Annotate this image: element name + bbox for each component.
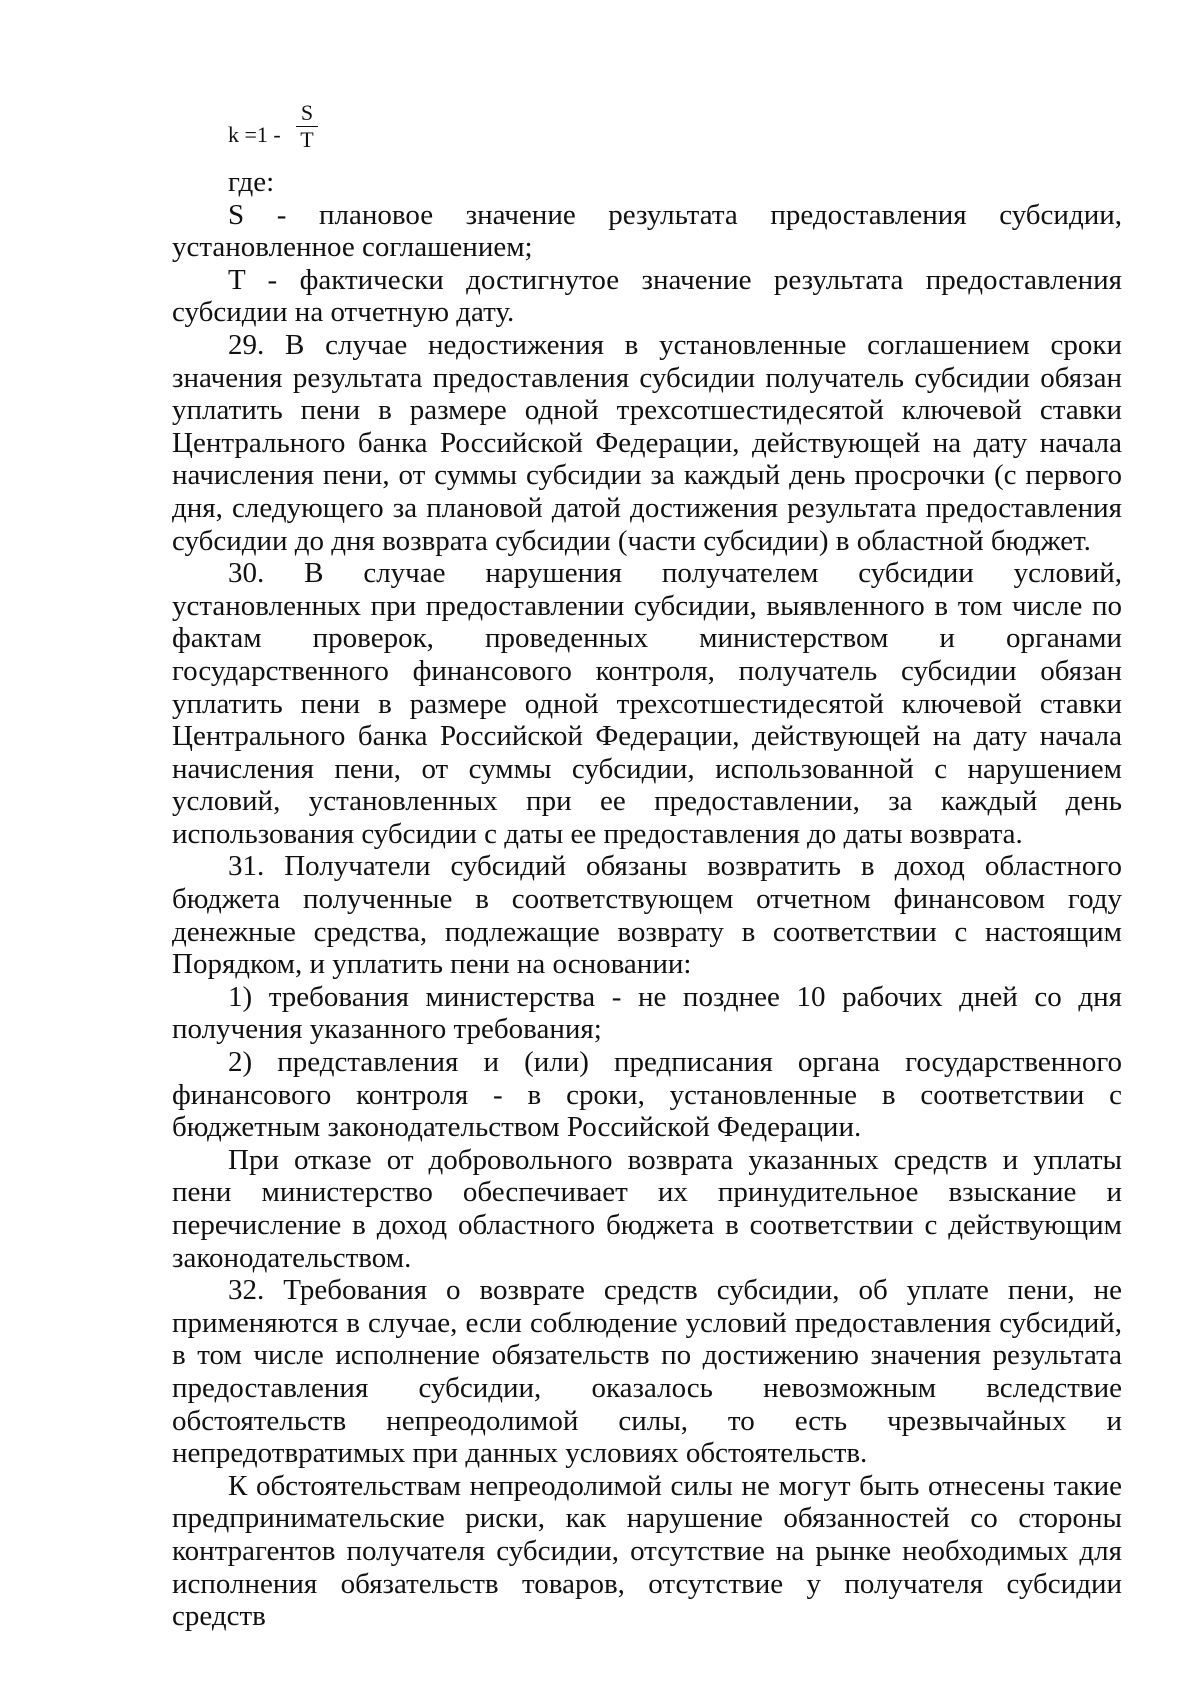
formula (228, 96, 1122, 166)
definition-t: T - фактически достигнутое значение результата предоставления субсидии на отчетную дату. (172, 263, 1122, 329)
list-item-1: 1) требования министерства - не позднее 10 рабочих дней со дня получения указанного требования; (172, 980, 1122, 1046)
definition-s: S - плановое значение результата предоставления субсидии, установленное соглашением; (172, 198, 1122, 264)
paragraph-32: 32. Требования о возврате средств субсидии, об уплате пени, не применяются в случае, если соблюдение условий предоставления субсидий, в том числе исполнение обязательств по достижению значения результата предоставления субсидии, оказалось невозможным вследствие обстоятельств непреодолимой силы, то есть чрезвычайных и непредотвратимых при данных условиях обстоятельств. (172, 1274, 1122, 1470)
formula-denominator: T (300, 127, 314, 152)
formula-numerator: S (300, 100, 314, 125)
document-page (172, 96, 1122, 1633)
list-item-2: 2) представления и (или) предписания органа государственного финансового контроля - в сроки, установленные в соответствии с бюджетным законодательством Российской Федерации. (172, 1046, 1122, 1144)
formula-lhs: k =1 - (228, 122, 281, 147)
formula-fraction (296, 102, 318, 151)
where-label: где: (228, 166, 275, 198)
paragraph-29: 29. В случае недостижения в установленные соглашением сроки значения результата предоставления субсидии получатель субсидии обязан уплатить пени в размере одной трехсотшестидесятой ключевой ставки Центрального банка Российской Федерации, действующей на дату начала начисления пени, от суммы субсидии за каждый день просрочки (с первого дня, следующего за плановой датой достижения результата предоставления субсидии до дня возврата субсидии (части субсидии) в областной бюджет. (172, 328, 1122, 557)
paragraph-force-majeure: К обстоятельствам непреодолимой силы не могут быть отнесены такие предпринимательские риски, как нарушение обязанностей со стороны контрагентов получателя субсидии, отсутствие на рынке необходимых для исполнения обязательств товаров, отсутствие у получателя субсидии средств (172, 1469, 1122, 1633)
paragraph-30: 30. В случае нарушения получателем субсидии условий, установленных при предоставлении субсидии, выявленного в том числе по фактам проверок, проведенных министерством и органами государственного финансового контроля, получатель субсидии обязан уплатить пени в размере одной трехсотшестидесятой ключевой ставки Центрального банка Российской Федерации, действующей на дату начала начисления пени, от суммы субсидии, использованной с нарушением условий, установленных при ее предоставлении, за каждый день использования субсидии с даты ее предоставления до даты возврата. (172, 557, 1122, 850)
paragraph-refusal: При отказе от добровольного возврата указанных средств и уплаты пени министерство обеспечивает их принудительное взыскание и перечисление в доход областного бюджета в соответствии с действующим законодательством. (172, 1143, 1122, 1274)
paragraph-31: 31. Получатели субсидий обязаны возвратить в доход областного бюджета полученные в соответствующем отчетном финансовом году денежные средства, подлежащие возврату в соответствии с настоящим Порядком, и уплатить пени на основании: (172, 850, 1122, 981)
